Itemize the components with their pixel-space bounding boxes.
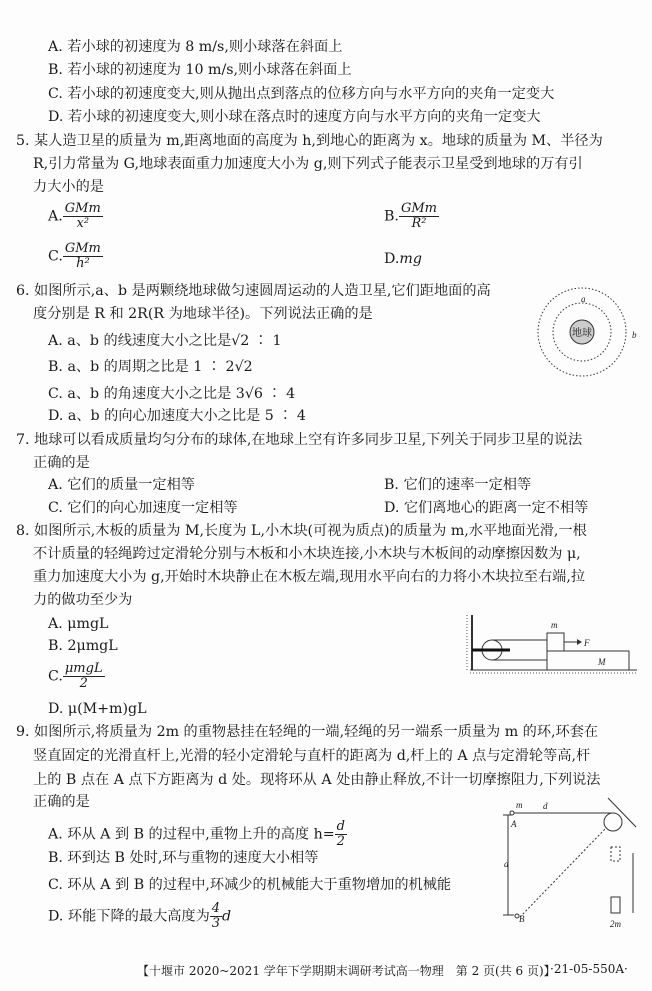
denominator: h² bbox=[76, 256, 90, 271]
q6-option-a: A. a、b 的线速度大小之比是√2 ∶ 1 bbox=[48, 333, 282, 349]
q7-stem: 正确的是 bbox=[33, 455, 90, 471]
option-label: C. bbox=[48, 248, 63, 265]
block-m bbox=[547, 633, 564, 651]
q5-option-d bbox=[384, 250, 422, 268]
q9-option-c: C. 环从 A 到 B 的过程中,环减少的机械能大于重物增加的机械能 bbox=[48, 877, 452, 893]
fraction bbox=[210, 902, 222, 931]
denominator: 2 bbox=[79, 676, 88, 691]
denominator: x² bbox=[76, 216, 90, 231]
ring-A bbox=[510, 811, 514, 815]
fraction bbox=[63, 662, 105, 691]
rope-dashed bbox=[520, 828, 606, 917]
q5-stem: 力大小的是 bbox=[33, 179, 104, 195]
q5-option-b bbox=[384, 202, 439, 231]
fraction bbox=[399, 202, 439, 231]
fraction bbox=[63, 202, 103, 231]
q9-stem: 正确的是 bbox=[33, 794, 90, 810]
board-pulley-figure bbox=[465, 610, 645, 685]
option-text: mg bbox=[399, 251, 422, 267]
label-B: B bbox=[519, 914, 525, 924]
option-label: B. bbox=[384, 208, 399, 225]
q7-option-c: C. 它们的向心加速度一定相等 bbox=[48, 500, 238, 516]
denominator: 2 bbox=[336, 834, 345, 849]
q8-stem: 8. 如图所示,木板的质量为 M,长度为 L,小木块(可视为质点)的质量为 m,水平地面光滑,一根 bbox=[16, 523, 587, 539]
satellite-orbit-figure bbox=[535, 285, 645, 385]
q9-stem: 竖直固定的光滑直杆上,光滑的轻小定滑轮与直杆的距离为 d,杆上的 A 点与定滑轮等高,杆 bbox=[33, 748, 591, 764]
footer-title: 【十堰市 2020~2021 学年下学期期末调研考试高一物理 第 2 页(共 6 页)】 bbox=[137, 964, 556, 978]
label-F: F bbox=[584, 638, 590, 648]
weight-2m bbox=[611, 897, 620, 913]
option-text: D. 环能下降的最大高度为 bbox=[48, 908, 210, 925]
q5-stem: 5. 某人造卫星的质量为 m,距离地面的高度为 h,到地心的距离为 x。地球的质量为 M、半径为 bbox=[16, 133, 603, 149]
label-d-side: d bbox=[504, 859, 509, 869]
label-m: m bbox=[551, 620, 558, 630]
q5-option-c bbox=[48, 242, 103, 271]
numerator: GMm bbox=[400, 201, 437, 216]
board-M bbox=[547, 651, 629, 670]
q4-option-d: D. 若小球的初速度变大,则小球在落点时的速度方向与水平方向的夹角一定变大 bbox=[48, 109, 541, 125]
q6-option-b: B. a、b 的周期之比是 1 ∶ 2√2 bbox=[48, 359, 253, 375]
q7-option-b: B. 它们的速率一定相等 bbox=[384, 477, 532, 493]
footer-code: ·21-05-550A· bbox=[550, 962, 628, 976]
q8-option-c bbox=[48, 662, 105, 691]
q4-option-a: A. 若小球的初速度为 8 m/s,则小球落在斜面上 bbox=[48, 39, 343, 55]
pulley-icon bbox=[604, 813, 622, 831]
q7-option-d: D. 它们离地心的距离一定不相等 bbox=[384, 500, 589, 516]
q6-stem: 6. 如图所示,a、b 是两颗绕地球做匀速圆周运动的人造卫星,它们距地面的高 bbox=[16, 283, 491, 299]
label-M: M bbox=[598, 657, 606, 667]
option-suffix: d bbox=[222, 908, 232, 925]
ring-pulley-figure bbox=[498, 795, 648, 930]
q6-option-d: D. a、b 的向心加速度大小之比是 5 ∶ 4 bbox=[48, 408, 306, 424]
fraction bbox=[63, 242, 103, 271]
q6-option-c: C. a、b 的角速度大小之比是 3√6 ∶ 4 bbox=[48, 386, 296, 402]
denominator: 3 bbox=[211, 916, 221, 931]
fraction bbox=[335, 820, 347, 849]
weight-initial bbox=[611, 847, 620, 861]
q8-stem: 重力加速度大小为 g,开始时木块静止在木板左端,现用水平向右的力将小木块拉至右端,拉 bbox=[33, 569, 586, 585]
earth-label: 地球 bbox=[572, 328, 592, 339]
label-m: m bbox=[516, 800, 523, 810]
q8-stem: 不计质量的轻绳跨过定滑轮分别与木板和小木块连接,小木块与木板间的动摩擦因数为 μ, bbox=[33, 546, 581, 562]
q9-option-d bbox=[48, 902, 231, 931]
numerator: GMm bbox=[64, 241, 101, 256]
q5-option-a bbox=[48, 202, 103, 231]
q7-stem: 7. 地球可以看成质量均匀分布的球体,在地球上空有许多同步卫星,下列关于同步卫星的说法 bbox=[16, 432, 583, 448]
q9-stem: 9. 如图所示,将质量为 2m 的重物悬挂在轻绳的一端,轻绳的另一端系一质量为 m 的环,环套在 bbox=[16, 724, 599, 740]
q7-option-a: A. 它们的质量一定相等 bbox=[48, 477, 195, 493]
numerator: μmgL bbox=[64, 661, 103, 676]
option-label: D. bbox=[384, 251, 400, 267]
denominator: R² bbox=[411, 216, 427, 231]
numerator: 4 bbox=[211, 901, 221, 916]
q4-option-b: B. 若小球的初速度为 10 m/s,则小球落在斜面上 bbox=[48, 62, 352, 78]
q9-option-b: B. 环到达 B 处时,环与重物的速度大小相等 bbox=[48, 850, 319, 866]
q5-stem: R,引力常量为 G,地球表面重力加速度大小为 g,则下列式子能表示卫星受到地球的万有引 bbox=[33, 156, 583, 172]
q8-stem: 力的做功至少为 bbox=[33, 592, 133, 608]
satellite-b-label: b bbox=[632, 330, 637, 340]
q8-option-d: D. μ(M+m)gL bbox=[48, 701, 147, 717]
label-A: A bbox=[511, 819, 517, 829]
q8-option-b: B. 2μmgL bbox=[48, 638, 118, 654]
option-text: A. 环从 A 到 B 的过程中,重物上升的高度 h= bbox=[48, 826, 335, 843]
option-label: A. bbox=[48, 208, 63, 225]
q9-option-a bbox=[48, 820, 347, 849]
numerator: d bbox=[336, 819, 345, 834]
label-d-top: d bbox=[543, 801, 548, 811]
q8-option-a: A. μmgL bbox=[48, 616, 109, 632]
q6-stem: 度分别是 R 和 2R(R 为地球半径)。下列说法正确的是 bbox=[33, 306, 373, 322]
option-label: C. bbox=[48, 668, 63, 685]
numerator: GMm bbox=[64, 201, 101, 216]
satellite-a-label: a bbox=[581, 294, 586, 304]
arrowhead-icon bbox=[577, 639, 582, 645]
q4-option-c: C. 若小球的初速度变大,则从抛出点到落点的位移方向与水平方向的夹角一定变大 bbox=[48, 86, 555, 102]
q9-stem: 上的 B 点在 A 点下方距离为 d 处。现将环从 A 处由静止释放,不计一切摩擦阻力,下列说法 bbox=[33, 772, 601, 788]
label-2m: 2m bbox=[610, 919, 621, 929]
